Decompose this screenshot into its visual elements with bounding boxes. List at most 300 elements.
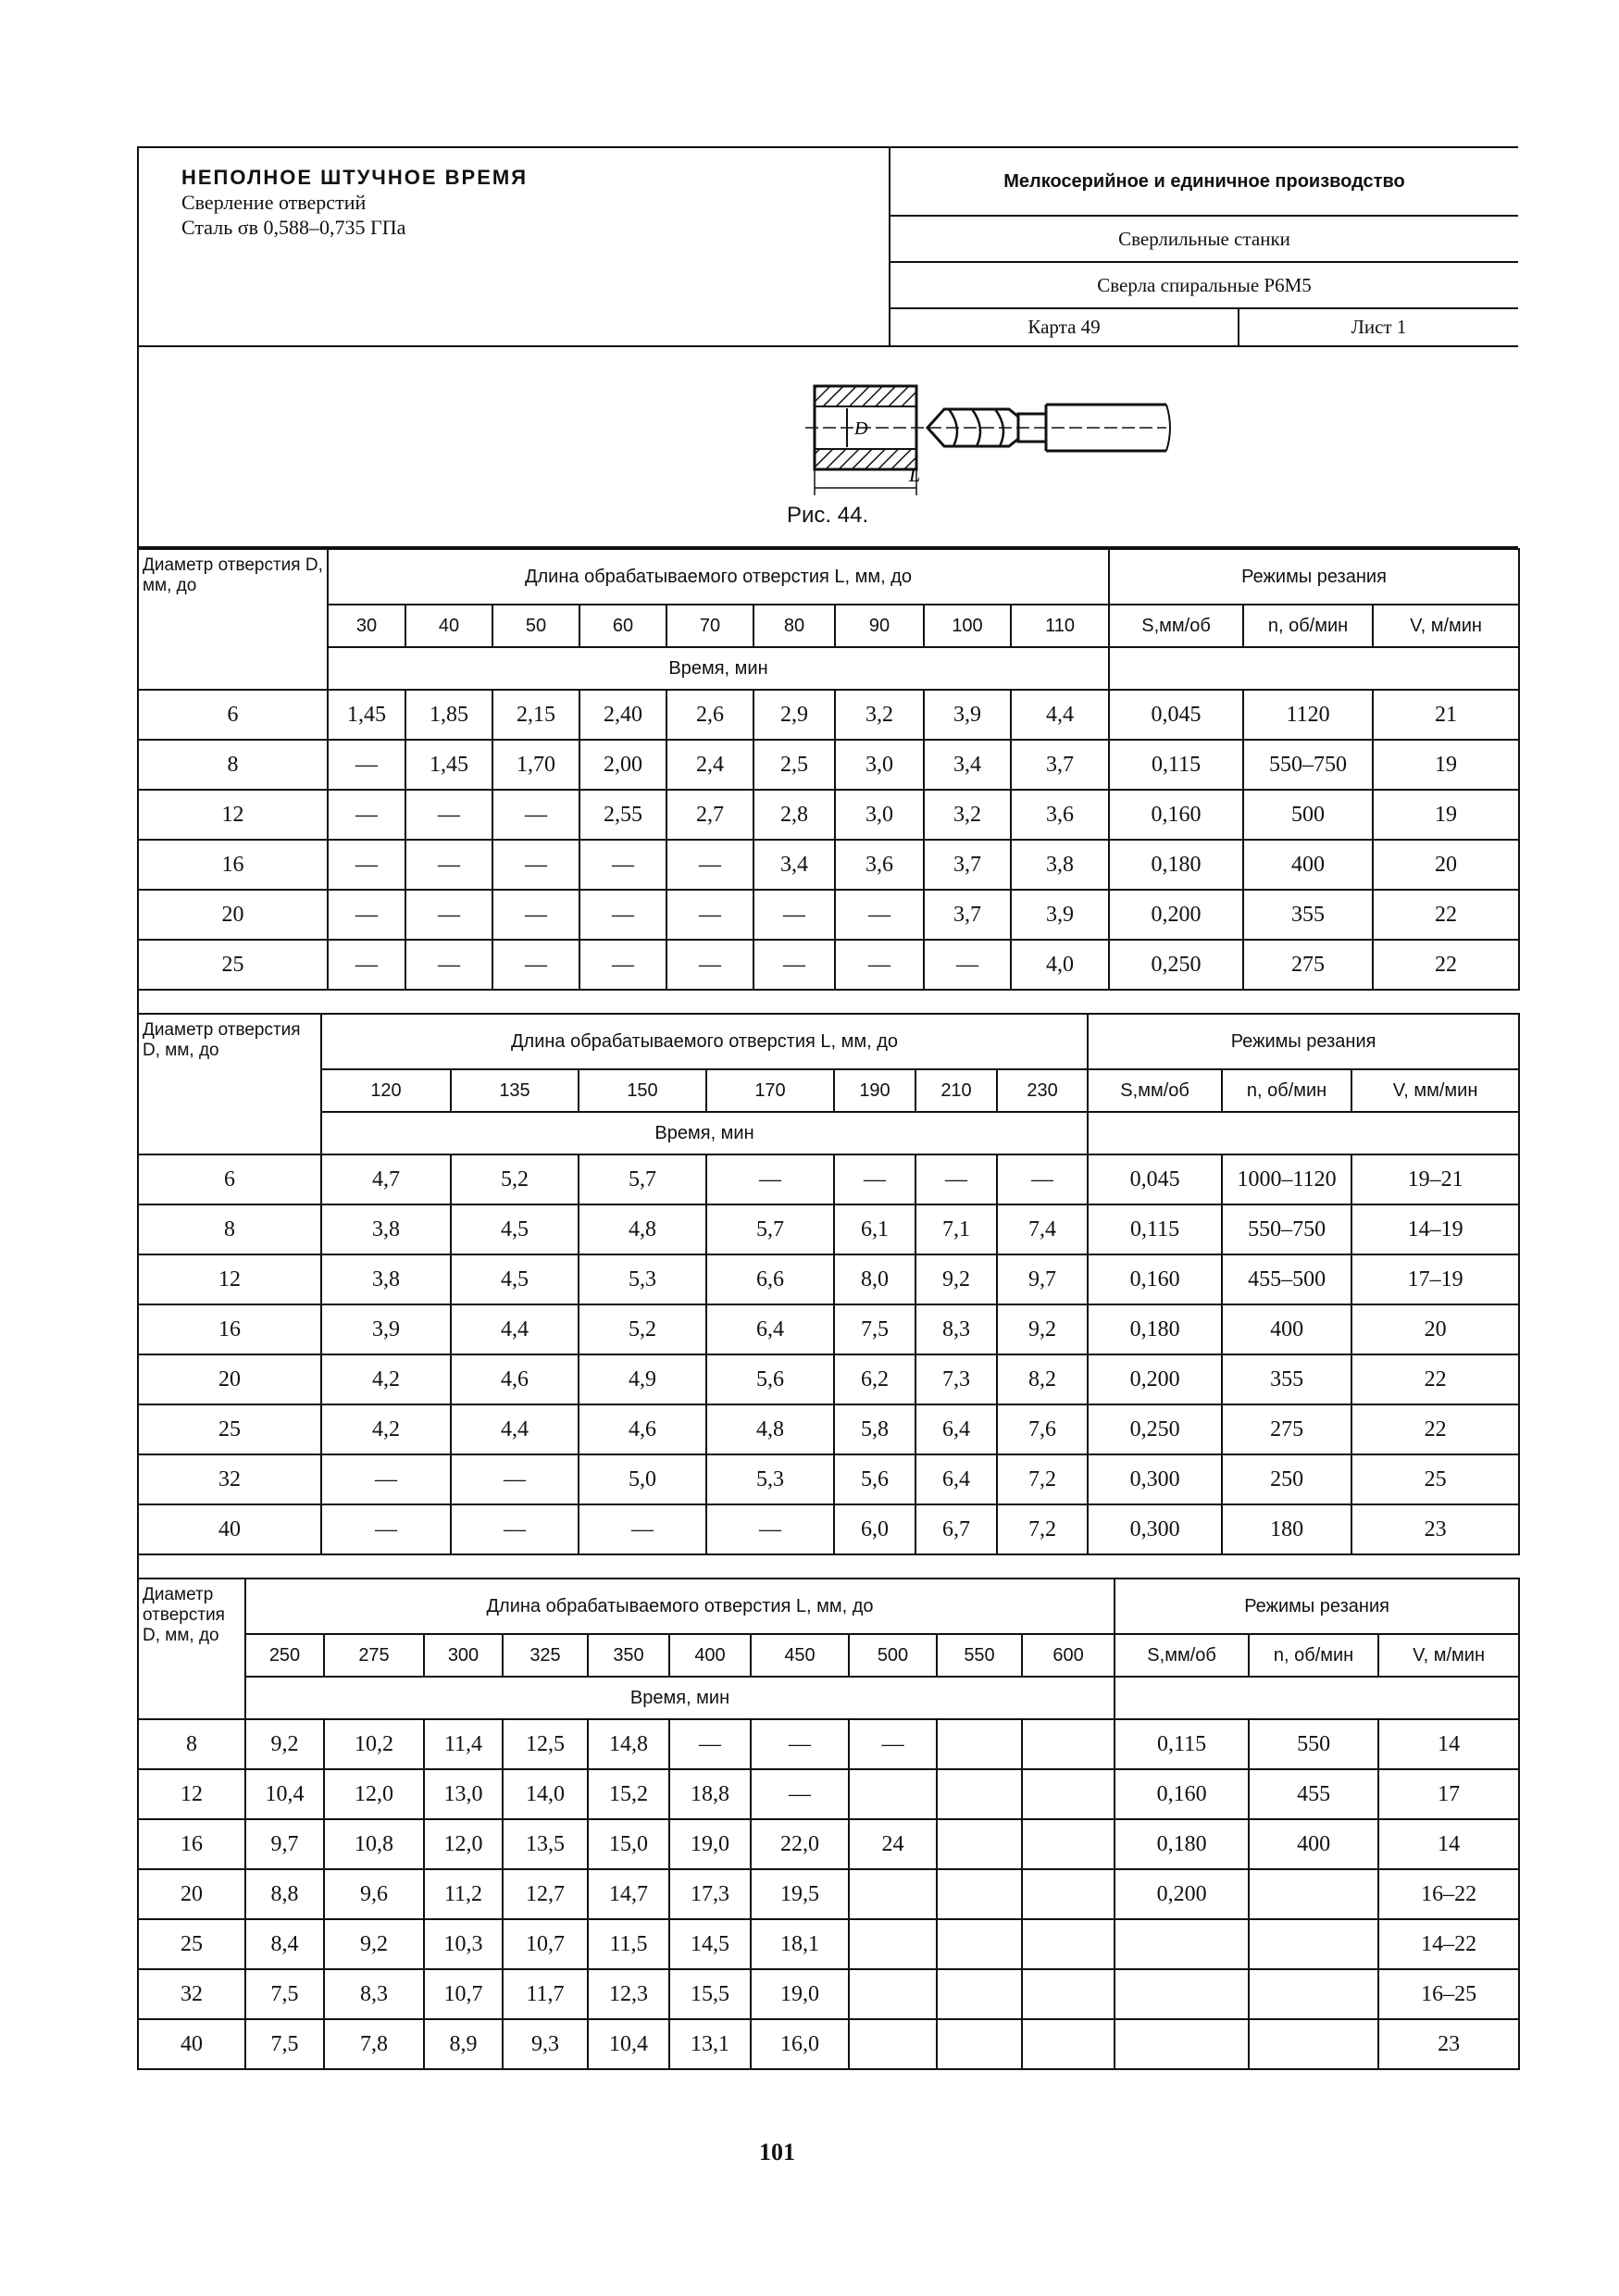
mode-cell: 250 — [1222, 1454, 1351, 1504]
time-cell: 1,45 — [328, 690, 405, 740]
time-cell — [937, 2019, 1022, 2069]
time-cell: — — [666, 940, 753, 990]
time-cell: 7,5 — [245, 1969, 324, 2019]
time-cell: 6,6 — [706, 1254, 834, 1304]
table-row — [138, 1304, 1519, 1354]
length-header: Длина обрабатываемого отверстия L, мм, до — [321, 1014, 1088, 1069]
time-cell: 5,6 — [706, 1354, 834, 1404]
length-col-header: 80 — [753, 605, 835, 647]
mode-cell: 17 — [1378, 1769, 1519, 1819]
time-cell — [849, 1769, 937, 1819]
time-cell: 6,0 — [834, 1504, 915, 1554]
mode-cell — [1249, 1969, 1378, 2019]
mode-cell: 550–750 — [1222, 1204, 1351, 1254]
mode-col-header: S,мм/об — [1115, 1634, 1249, 1677]
mode-cell: 400 — [1243, 840, 1373, 890]
time-cell: 5,3 — [579, 1254, 706, 1304]
time-cell: 7,2 — [997, 1454, 1088, 1504]
time-cell: 6,2 — [834, 1354, 915, 1404]
mode-cell: 14–19 — [1351, 1204, 1519, 1254]
time-cell: 15,2 — [588, 1769, 669, 1819]
time-cell: 5,7 — [706, 1204, 834, 1254]
mode-cell: 14–22 — [1378, 1919, 1519, 1969]
time-table-3 — [137, 1578, 1520, 2070]
time-cell: 4,9 — [579, 1354, 706, 1404]
time-cell: — — [321, 1454, 451, 1504]
time-cell: 4,8 — [706, 1404, 834, 1454]
mode-cell: 355 — [1222, 1354, 1351, 1404]
table-row — [138, 1769, 1519, 1819]
mode-cell: 16–22 — [1378, 1869, 1519, 1919]
time-cell: 3,4 — [753, 840, 835, 890]
time-cell — [849, 1869, 937, 1919]
time-cell: 3,0 — [835, 790, 924, 840]
time-cell: 8,4 — [245, 1919, 324, 1969]
time-cell: — — [751, 1769, 849, 1819]
modes-spacer — [1115, 1677, 1519, 1719]
diameter-cell: 20 — [138, 1869, 245, 1919]
figure-caption: Рис. 44. — [787, 503, 869, 528]
length-col-header: 450 — [751, 1634, 849, 1677]
time-cell: 3,8 — [321, 1204, 451, 1254]
table-row — [138, 1254, 1519, 1304]
time-cell: 22,0 — [751, 1819, 849, 1869]
mode-cell: 0,160 — [1088, 1254, 1222, 1304]
time-cell: 12,0 — [324, 1769, 424, 1819]
length-col-header: 90 — [835, 605, 924, 647]
time-cell — [849, 2019, 937, 2069]
time-cell: — — [835, 940, 924, 990]
time-cell: 12,0 — [424, 1819, 503, 1869]
diameter-cell: 12 — [138, 790, 328, 840]
time-cell: 10,3 — [424, 1919, 503, 1969]
time-cell: — — [579, 940, 666, 990]
time-cell: 2,7 — [666, 790, 753, 840]
diameter-cell: 8 — [138, 1204, 321, 1254]
table-gap — [137, 1555, 1518, 1578]
diameter-cell: 32 — [138, 1454, 321, 1504]
time-header: Время, мин — [321, 1112, 1088, 1154]
modes-spacer — [1088, 1112, 1519, 1154]
material-label: Сталь σв 0,588–0,735 ГПа — [181, 216, 406, 239]
mode-cell — [1115, 1919, 1249, 1969]
time-cell: 14,0 — [503, 1769, 588, 1819]
time-cell: 3,2 — [835, 690, 924, 740]
mode-cell — [1249, 1869, 1378, 1919]
figure — [137, 347, 1518, 548]
time-cell: 7,5 — [834, 1304, 915, 1354]
time-cell: 1,85 — [405, 690, 492, 740]
time-cell: 16,0 — [751, 2019, 849, 2069]
time-cell: 7,4 — [997, 1204, 1088, 1254]
time-cell: 14,8 — [588, 1719, 669, 1769]
time-cell: 19,0 — [751, 1969, 849, 2019]
table-row — [138, 1204, 1519, 1254]
time-cell — [849, 1919, 937, 1969]
diameter-cell: 40 — [138, 1504, 321, 1554]
mode-cell: 455–500 — [1222, 1254, 1351, 1304]
time-cell: 5,2 — [579, 1304, 706, 1354]
mode-cell: 19 — [1373, 740, 1519, 790]
length-col-header: 120 — [321, 1069, 451, 1112]
mode-cell: 0,250 — [1088, 1404, 1222, 1454]
length-header: Длина обрабатываемого отверстия L, мм, до — [328, 549, 1109, 605]
length-col-header: 250 — [245, 1634, 324, 1677]
length-col-header: 100 — [924, 605, 1011, 647]
time-cell: 3,7 — [924, 840, 1011, 890]
mode-cell: 25 — [1351, 1454, 1519, 1504]
diameter-cell: 6 — [138, 690, 328, 740]
time-header: Время, мин — [245, 1677, 1115, 1719]
mode-cell — [1249, 2019, 1378, 2069]
time-cell: 12,7 — [503, 1869, 588, 1919]
time-cell: 10,7 — [503, 1919, 588, 1969]
time-cell: 8,9 — [424, 2019, 503, 2069]
page-number: 101 — [759, 2139, 795, 2165]
mode-cell: 22 — [1373, 890, 1519, 940]
time-cell: 3,8 — [321, 1254, 451, 1304]
mode-cell: 16–25 — [1378, 1969, 1519, 2019]
time-cell: 3,6 — [835, 840, 924, 890]
time-cell: — — [492, 790, 579, 840]
table-row — [138, 840, 1519, 890]
mode-cell: 20 — [1373, 840, 1519, 890]
table-row — [138, 690, 1519, 740]
time-cell: 2,8 — [753, 790, 835, 840]
mode-cell: 14 — [1378, 1719, 1519, 1769]
time-cell: 15,0 — [588, 1819, 669, 1869]
mode-cell: 23 — [1351, 1504, 1519, 1554]
time-cell: — — [405, 840, 492, 890]
mode-col-header: n, об/мин — [1249, 1634, 1378, 1677]
length-col-header: 110 — [1011, 605, 1109, 647]
mode-cell: 500 — [1243, 790, 1373, 840]
time-cell: 6,4 — [915, 1454, 997, 1504]
time-table-2 — [137, 1013, 1520, 1555]
time-header: Время, мин — [328, 647, 1109, 690]
table-row — [138, 1869, 1519, 1919]
table-row — [138, 1154, 1519, 1204]
time-cell: 2,15 — [492, 690, 579, 740]
table-row — [138, 1919, 1519, 1969]
time-cell: 4,2 — [321, 1354, 451, 1404]
time-cell: 8,3 — [915, 1304, 997, 1354]
time-cell: — — [451, 1504, 579, 1554]
length-col-header: 210 — [915, 1069, 997, 1112]
diameter-cell: 12 — [138, 1769, 245, 1819]
time-cell: 8,2 — [997, 1354, 1088, 1404]
time-cell: 9,2 — [324, 1919, 424, 1969]
time-cell: — — [405, 890, 492, 940]
time-cell — [1022, 2019, 1115, 2069]
time-cell: 15,5 — [669, 1969, 751, 2019]
length-col-header: 500 — [849, 1634, 937, 1677]
mode-cell — [1115, 1969, 1249, 2019]
time-cell — [849, 1969, 937, 2019]
mode-col-header: V, м/мин — [1373, 605, 1519, 647]
diameter-cell: 32 — [138, 1969, 245, 2019]
mode-cell: 0,200 — [1115, 1869, 1249, 1919]
time-cell: — — [579, 890, 666, 940]
time-cell: — — [405, 940, 492, 990]
time-cell: 10,2 — [324, 1719, 424, 1769]
diameter-cell: 16 — [138, 1819, 245, 1869]
time-cell: 4,0 — [1011, 940, 1109, 990]
diameter-cell: 25 — [138, 1919, 245, 1969]
time-cell: 10,7 — [424, 1969, 503, 2019]
time-cell: 7,8 — [324, 2019, 424, 2069]
mode-cell: 0,300 — [1088, 1454, 1222, 1504]
time-cell — [937, 1919, 1022, 1969]
time-cell: 8,8 — [245, 1869, 324, 1919]
page-title: НЕПОЛНОЕ ШТУЧНОЕ ВРЕМЯ — [181, 166, 529, 189]
mode-cell: 0,300 — [1088, 1504, 1222, 1554]
diameter-cell: 25 — [138, 1404, 321, 1454]
time-cell: 2,40 — [579, 690, 666, 740]
time-cell: 13,1 — [669, 2019, 751, 2069]
mode-col-header: S,мм/об — [1088, 1069, 1222, 1112]
length-col-header: 60 — [579, 605, 666, 647]
time-cell: 9,2 — [997, 1304, 1088, 1354]
time-cell: 5,7 — [579, 1154, 706, 1204]
time-cell: 10,8 — [324, 1819, 424, 1869]
mode-cell: 455 — [1249, 1769, 1378, 1819]
sheet-number: Лист 1 — [1351, 316, 1407, 338]
time-cell: — — [849, 1719, 937, 1769]
mode-cell: 0,160 — [1115, 1769, 1249, 1819]
table-row — [138, 790, 1519, 840]
time-cell: 10,4 — [588, 2019, 669, 2069]
time-cell: — — [579, 1504, 706, 1554]
time-cell: — — [669, 1719, 751, 1769]
time-cell: 11,2 — [424, 1869, 503, 1919]
length-col-header: 350 — [588, 1634, 669, 1677]
table-row — [138, 1504, 1519, 1554]
mode-cell: 0,115 — [1115, 1719, 1249, 1769]
table-row — [138, 2019, 1519, 2069]
time-cell: 2,5 — [753, 740, 835, 790]
header-title-block — [139, 148, 889, 345]
table-gap — [137, 991, 1518, 1013]
time-cell: 9,6 — [324, 1869, 424, 1919]
mode-cell: 1000–1120 — [1222, 1154, 1351, 1204]
time-cell — [1022, 1919, 1115, 1969]
table-row — [138, 1404, 1519, 1454]
time-cell: 3,8 — [1011, 840, 1109, 890]
mode-cell — [1249, 1919, 1378, 1969]
mode-col-header: V, мм/мин — [1351, 1069, 1519, 1112]
time-cell: — — [328, 890, 405, 940]
time-cell: 14,5 — [669, 1919, 751, 1969]
mode-col-header: S,мм/об — [1109, 605, 1243, 647]
time-cell: 2,55 — [579, 790, 666, 840]
drill-diagram — [666, 366, 1185, 505]
time-cell: 3,7 — [1011, 740, 1109, 790]
mode-cell: 0,250 — [1109, 940, 1243, 990]
mode-cell: 0,115 — [1088, 1204, 1222, 1254]
table-row — [138, 1454, 1519, 1504]
length-col-header: 135 — [451, 1069, 579, 1112]
time-cell: 18,1 — [751, 1919, 849, 1969]
time-cell: 5,3 — [706, 1454, 834, 1504]
time-cell: 11,4 — [424, 1719, 503, 1769]
time-cell: 3,9 — [1011, 890, 1109, 940]
time-cell: 3,7 — [924, 890, 1011, 940]
machine-type: Сверлильные станки — [890, 217, 1518, 263]
dim-l-label: L — [909, 463, 921, 486]
time-cell — [937, 1819, 1022, 1869]
length-col-header: 550 — [937, 1634, 1022, 1677]
time-cell: — — [328, 840, 405, 890]
time-cell: 1,45 — [405, 740, 492, 790]
time-cell: 5,6 — [834, 1454, 915, 1504]
time-cell: 4,4 — [1011, 690, 1109, 740]
time-cell: — — [997, 1154, 1088, 1204]
time-cell: 24 — [849, 1819, 937, 1869]
mode-cell: 21 — [1373, 690, 1519, 740]
diameter-cell: 16 — [138, 840, 328, 890]
card-header — [137, 146, 1518, 347]
time-cell: 5,0 — [579, 1454, 706, 1504]
time-cell: 4,6 — [579, 1404, 706, 1454]
time-cell: 3,0 — [835, 740, 924, 790]
time-cell: 5,2 — [451, 1154, 579, 1204]
mode-cell: 275 — [1222, 1404, 1351, 1454]
mode-cell: 19–21 — [1351, 1154, 1519, 1204]
table-row — [138, 1969, 1519, 2019]
time-cell: — — [753, 940, 835, 990]
time-cell — [937, 1769, 1022, 1819]
time-cell: — — [834, 1154, 915, 1204]
time-cell: — — [751, 1719, 849, 1769]
time-cell: 2,9 — [753, 690, 835, 740]
length-col-header: 325 — [503, 1634, 588, 1677]
time-cell: 14,7 — [588, 1869, 669, 1919]
diameter-header: Диаметр отверстия D, мм, до — [138, 1014, 321, 1154]
mode-cell: 0,200 — [1109, 890, 1243, 940]
time-cell: 6,1 — [834, 1204, 915, 1254]
time-cell: 10,4 — [245, 1769, 324, 1819]
time-cell: 3,9 — [321, 1304, 451, 1354]
length-col-header: 50 — [492, 605, 579, 647]
time-cell: 7,5 — [245, 2019, 324, 2069]
mode-cell: 400 — [1222, 1304, 1351, 1354]
time-cell: 8,3 — [324, 1969, 424, 2019]
length-col-header: 40 — [405, 605, 492, 647]
time-cell: 2,6 — [666, 690, 753, 740]
time-cell: — — [706, 1504, 834, 1554]
mode-cell: 550–750 — [1243, 740, 1373, 790]
time-cell: 4,4 — [451, 1404, 579, 1454]
diameter-cell: 40 — [138, 2019, 245, 2069]
mode-cell: 0,200 — [1088, 1354, 1222, 1404]
time-cell: 9,7 — [997, 1254, 1088, 1304]
length-col-header: 275 — [324, 1634, 424, 1677]
time-cell: 4,8 — [579, 1204, 706, 1254]
time-cell: 4,4 — [451, 1304, 579, 1354]
time-cell: 7,1 — [915, 1204, 997, 1254]
mode-cell: 355 — [1243, 890, 1373, 940]
length-col-header: 400 — [669, 1634, 751, 1677]
time-cell: — — [753, 890, 835, 940]
time-cell: 6,4 — [706, 1304, 834, 1354]
time-cell — [1022, 1769, 1115, 1819]
time-cell: 11,7 — [503, 1969, 588, 2019]
length-header: Длина обрабатываемого отверстия L, мм, до — [245, 1578, 1115, 1634]
diameter-cell: 16 — [138, 1304, 321, 1354]
mode-cell: 0,045 — [1088, 1154, 1222, 1204]
time-cell: 17,3 — [669, 1869, 751, 1919]
table-row — [138, 1819, 1519, 1869]
mode-cell: 19 — [1373, 790, 1519, 840]
time-cell: 12,5 — [503, 1719, 588, 1769]
mode-cell: 0,115 — [1109, 740, 1243, 790]
time-cell: — — [924, 940, 1011, 990]
card-number: Карта 49 — [890, 309, 1239, 345]
diameter-cell: 8 — [138, 1719, 245, 1769]
time-cell: — — [579, 840, 666, 890]
mode-cell: 400 — [1249, 1819, 1378, 1869]
time-cell — [1022, 1819, 1115, 1869]
time-cell: — — [666, 890, 753, 940]
time-cell: — — [915, 1154, 997, 1204]
time-cell: 13,0 — [424, 1769, 503, 1819]
time-cell: — — [328, 940, 405, 990]
dim-d-label: D — [854, 418, 868, 439]
table-row — [138, 740, 1519, 790]
time-cell — [1022, 1969, 1115, 2019]
time-cell: 1,70 — [492, 740, 579, 790]
header-info-block — [889, 148, 1518, 345]
table-row — [138, 890, 1519, 940]
time-cell: 3,9 — [924, 690, 1011, 740]
time-cell: — — [706, 1154, 834, 1204]
time-cell — [937, 1969, 1022, 2019]
time-cell: 7,3 — [915, 1354, 997, 1404]
diameter-cell: 12 — [138, 1254, 321, 1304]
length-col-header: 30 — [328, 605, 405, 647]
time-cell: 19,5 — [751, 1869, 849, 1919]
mode-cell — [1115, 2019, 1249, 2069]
diameter-cell: 20 — [138, 890, 328, 940]
operation-label: Сверление отверстий — [181, 191, 367, 214]
time-cell: 2,4 — [666, 740, 753, 790]
length-col-header: 170 — [706, 1069, 834, 1112]
diameter-header: Диаметр отверстия D, мм, до — [138, 549, 328, 690]
diameter-cell: 20 — [138, 1354, 321, 1404]
mode-cell: 275 — [1243, 940, 1373, 990]
time-cell: — — [492, 840, 579, 890]
time-cell: 19,0 — [669, 1819, 751, 1869]
time-cell: 7,2 — [997, 1504, 1088, 1554]
diameter-cell: 8 — [138, 740, 328, 790]
mode-cell: 1120 — [1243, 690, 1373, 740]
table-row — [138, 1719, 1519, 1769]
length-col-header: 600 — [1022, 1634, 1115, 1677]
time-cell: — — [451, 1454, 579, 1504]
mode-cell: 22 — [1351, 1404, 1519, 1454]
time-cell: 18,8 — [669, 1769, 751, 1819]
mode-cell: 22 — [1351, 1354, 1519, 1404]
length-col-header: 300 — [424, 1634, 503, 1677]
table-row — [138, 1354, 1519, 1404]
time-cell: 9,2 — [915, 1254, 997, 1304]
time-cell: 3,6 — [1011, 790, 1109, 840]
mode-cell: 0,180 — [1115, 1819, 1249, 1869]
diameter-header: Диаметр отверстия D, мм, до — [138, 1578, 245, 1719]
time-cell: 4,7 — [321, 1154, 451, 1204]
mode-cell: 23 — [1378, 2019, 1519, 2069]
